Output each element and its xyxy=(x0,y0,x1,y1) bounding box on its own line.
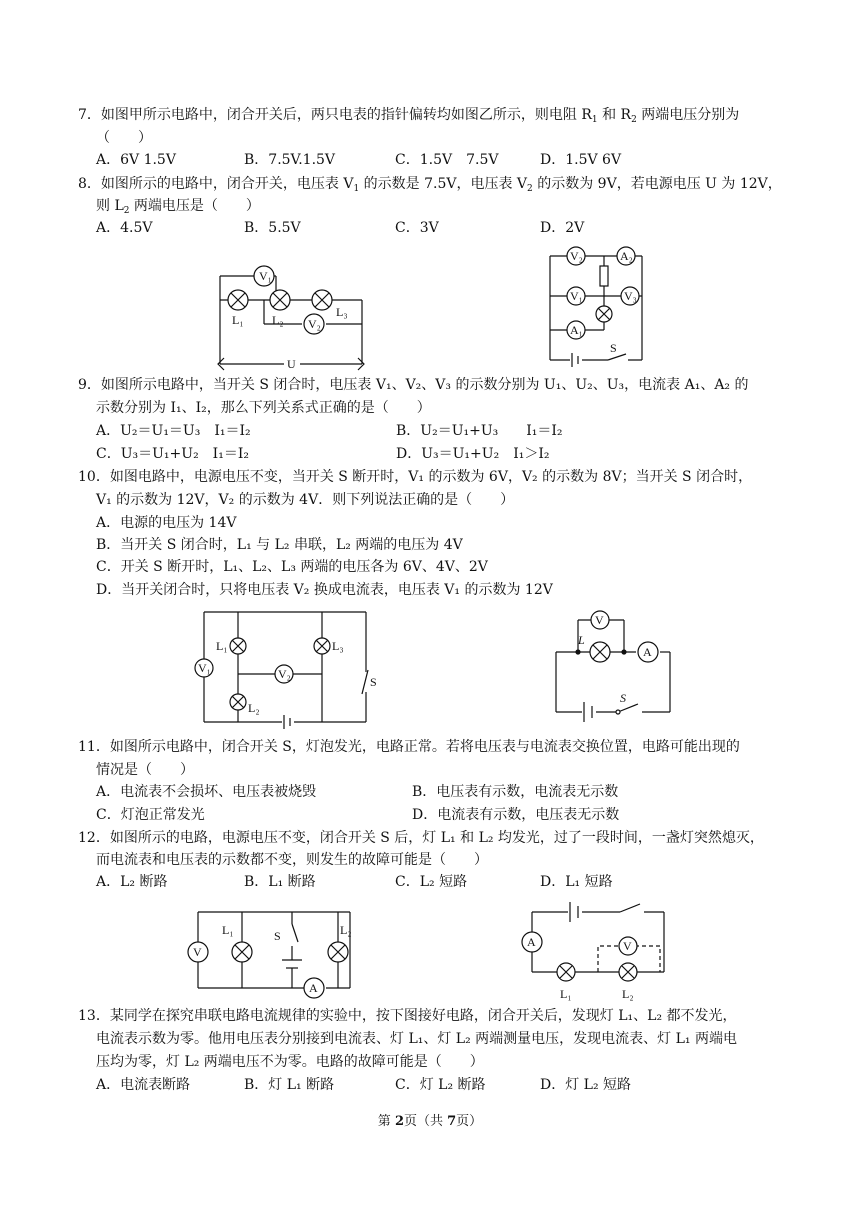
q9-circuit-diagram xyxy=(546,244,651,366)
q10-option-b[interactable]: B．当开关 S 闭合时，L₁ 与 L₂ 串联，L₂ 两端的电压为 4V xyxy=(96,537,463,553)
q11-option-a[interactable]: A．电流表不会损坏、电压表被烧毁 xyxy=(96,784,317,800)
q13-option-d[interactable]: D．灯 L₂ 短路 xyxy=(540,1077,632,1093)
q8-option-c[interactable]: C．3V xyxy=(395,220,439,236)
fig9-s-label: S xyxy=(610,341,617,355)
fig13-a-label: A xyxy=(527,935,536,949)
fig12-v-label: V xyxy=(193,945,202,959)
q8-circuit-diagram xyxy=(212,262,372,372)
fig11-l-label: L xyxy=(578,633,585,647)
q9-stem-cont: 示数分别为 I₁、I₂，那么下列关系式正确的是（ ） xyxy=(96,400,431,416)
q10-option-c[interactable]: C．开关 S 断开时，L₁、L₂、L₃ 两端的电压各为 6V、4V、2V xyxy=(96,559,488,575)
fig8-v2-label: V₂ xyxy=(308,317,321,331)
fig10-v1-label: V₁ xyxy=(198,661,211,675)
fig12-l2-label: L₂ xyxy=(340,923,352,937)
q9-option-c[interactable]: C．U₃＝U₁+U₂ I₁＝I₂ xyxy=(96,446,249,462)
q9-option-d[interactable]: D．U₃＝U₁+U₂ I₁＞I₂ xyxy=(396,446,550,462)
fig9-a1-label: A₁ xyxy=(570,323,583,337)
q10-stem: 10．如图电路中，电源电压不变，当开关 S 断开时，V₁ 的示数为 6V，V₂ 的示数为 8V；当开关 S 闭合时， xyxy=(78,469,753,485)
fig8-l1-label: L₁ xyxy=(232,313,244,327)
q11-option-c[interactable]: C．灯泡正常发光 xyxy=(96,807,205,823)
q13-option-c[interactable]: C．灯 L₂ 断路 xyxy=(395,1077,486,1093)
q11-stem-cont: 情况是（ ） xyxy=(96,762,194,778)
fig11-v-label: V xyxy=(595,613,604,627)
q10-option-a[interactable]: A．电源的电压为 14V xyxy=(96,515,237,531)
fig8-v1-label: V₁ xyxy=(259,269,272,283)
q12-option-b[interactable]: B．L₁ 断路 xyxy=(244,874,316,890)
q7-stem-cont: （ ） xyxy=(96,130,152,146)
q13-stem-cont2: 压均为零，灯 L₂ 两端电压不为零。电路的故障可能是（ ） xyxy=(96,1054,484,1070)
fig11-s-label: S xyxy=(620,691,626,705)
fig9-a2-label: A₂ xyxy=(620,249,633,263)
fig9-v2-label: V₂ xyxy=(570,249,583,263)
q12-option-c[interactable]: C．L₂ 短路 xyxy=(395,874,468,890)
fig12-a-label: A xyxy=(309,981,318,995)
fig9-v3-label: V₃ xyxy=(624,289,637,303)
q7-stem: 7．如图甲所示电路中，闭合开关后，两只电表的指针偏转均如图乙所示，则电阻 $R_1$ 和 $R_2$ 两端电压分别为 xyxy=(78,107,740,125)
q9-option-b[interactable]: B．U₂＝U₁+U₃ I₁＝I₂ xyxy=(396,423,563,439)
fig12-s-label: S xyxy=(274,929,281,943)
q12-circuit-diagram xyxy=(186,908,361,1003)
q9-option-a[interactable]: A．U₂＝U₁＝U₃ I₁＝I₂ xyxy=(96,423,251,439)
q11-circuit-diagram xyxy=(552,606,677,722)
fig12-l1-label: L₁ xyxy=(222,923,234,937)
fig10-l2-label: L₂ xyxy=(248,701,260,715)
q13-stem-cont: 电流表示数为零。他用电压表分别接到电流表、灯 L₁、灯 L₂ 两端测量电压，发现电流表、灯 L₁ 两端电 xyxy=(96,1031,737,1047)
fig11-a-label: A xyxy=(643,645,652,659)
q9-stem: 9．如图所示电路中，当开关 S 闭合时，电压表 V₁、V₂、V₃ 的示数分别为 U₁、U₂、U₃，电流表 A₁、A₂ 的 xyxy=(78,377,749,393)
q13-option-a[interactable]: A．电流表断路 xyxy=(96,1077,191,1093)
q7-option-b[interactable]: B．7.5V.1.5V xyxy=(244,152,336,168)
fig10-v2-label: V₂ xyxy=(278,667,291,681)
q13-stem: 13．某同学在探究串联电路电流规律的实验中，按下图接好电路，闭合开关后，发现灯 L₁、L₂ 都不发光， xyxy=(78,1008,737,1024)
q10-option-d[interactable]: D．当开关闭合时，只将电压表 V₂ 换成电流表，电压表 V₁ 的示数为 12V xyxy=(96,582,553,598)
fig8-u-label: U xyxy=(287,357,296,371)
q11-option-b[interactable]: B．电压表有示数，电流表无示数 xyxy=(412,784,619,800)
fig9-v1-label: V₁ xyxy=(570,289,583,303)
q10-stem-cont: V₁ 的示数为 12V，V₂ 的示数为 4V．则下列说法正确的是（ ） xyxy=(96,492,515,508)
q10-circuit-diagram xyxy=(190,610,377,726)
q13-option-b[interactable]: B．灯 L₁ 断路 xyxy=(244,1077,335,1093)
fig8-l2-label: L₂ xyxy=(272,313,284,327)
q8-stem: 8．如图所示的电路中，闭合开关，电压表 $V_1$ 的示数是 7.5V，电压表 $V_2$ 的示数为 9V，若电源电压 U 为 12V， xyxy=(78,176,782,194)
q7-option-c[interactable]: C．1.5V 7.5V xyxy=(395,152,499,168)
fig13-l1-label: L₁ xyxy=(560,987,572,1001)
q8-option-a[interactable]: A．4.5V xyxy=(96,220,153,236)
q7-option-d[interactable]: D．1.5V 6V xyxy=(540,152,622,168)
fig10-l1-label: L₁ xyxy=(216,639,228,653)
q8-option-b[interactable]: B．5.5V xyxy=(244,220,301,236)
q8-option-d[interactable]: D．2V xyxy=(540,220,585,236)
q11-stem: 11．如图所示电路中，闭合开关 S，灯泡发光，电路正常。若将电压表与电流表交换位置，电路可能出现的 xyxy=(78,739,740,755)
q7-option-a[interactable]: A．6V 1.5V xyxy=(96,152,176,168)
fig13-v-label: V xyxy=(623,939,632,953)
q8-stem-cont: 则 $L_2$ 两端电压是（ ） xyxy=(96,198,260,216)
q11-option-d[interactable]: D．电流表有示数，电压表无示数 xyxy=(412,807,620,823)
fig13-l2-label: L₂ xyxy=(622,987,634,1001)
fig10-l3-label: L₃ xyxy=(332,639,344,653)
fig8-l3-label: L₃ xyxy=(336,305,348,319)
page-footer: 第 2页（共 7页） xyxy=(377,1114,483,1129)
q12-stem-cont: 而电流表和电压表的示数都不变，则发生的故障可能是（ ） xyxy=(96,852,488,868)
q12-stem: 12．如图所示的电路，电源电压不变，闭合开关 S 后，灯 L₁ 和 L₂ 均发光，过了一段时间，一盏灯突然熄灭， xyxy=(78,830,764,846)
q13-circuit-diagram xyxy=(520,898,670,1004)
q12-option-a[interactable]: A．L₂ 断路 xyxy=(96,874,168,890)
q12-option-d[interactable]: D．L₁ 短路 xyxy=(540,874,613,890)
fig10-s-label: S xyxy=(370,675,377,689)
